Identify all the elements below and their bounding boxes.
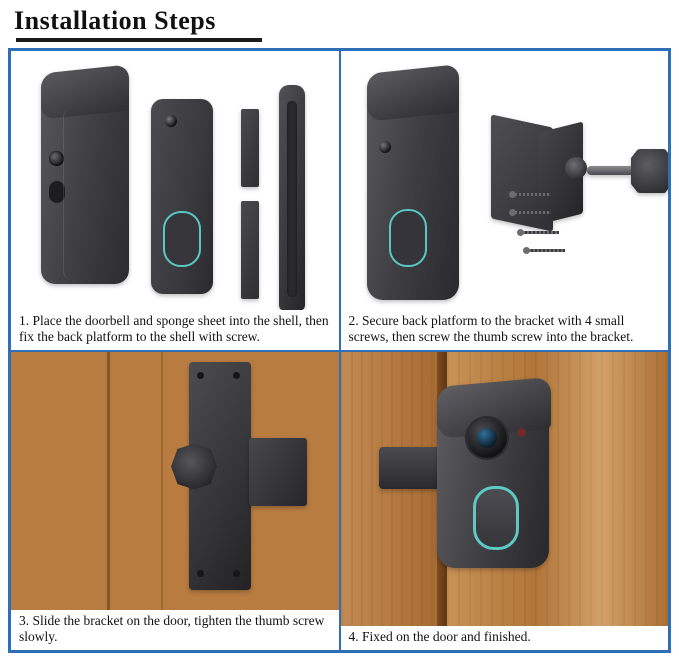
camera-lens-icon bbox=[165, 115, 177, 127]
doorbell-button[interactable] bbox=[473, 486, 519, 550]
bracket-screw-hole bbox=[197, 372, 204, 379]
door-edge-seam bbox=[107, 352, 110, 611]
step-3-illustration bbox=[11, 352, 339, 611]
doorbell-body-part bbox=[151, 99, 213, 294]
camera-lens-icon bbox=[379, 141, 391, 153]
step-cell-3 bbox=[10, 351, 340, 652]
shell-inner-lip bbox=[63, 109, 124, 279]
bracket-screw-hole bbox=[197, 570, 204, 577]
small-screw-1 bbox=[509, 191, 553, 198]
step-1-caption: 1. Place the doorbell and sponge sheet into the shell, then fix the back platform to the shell with screw. bbox=[19, 312, 329, 344]
back-platform-groove bbox=[287, 101, 297, 297]
doorbell-assembly bbox=[367, 69, 463, 299]
thumb-screw-knob bbox=[171, 444, 217, 490]
title-underline bbox=[16, 38, 262, 42]
sponge-sheet-upper bbox=[241, 109, 259, 187]
screw-shaft bbox=[515, 193, 551, 196]
led-ring-button bbox=[163, 211, 201, 267]
page-title: Installation Steps bbox=[14, 6, 216, 35]
step-2-caption: 2. Secure back platform to the bracket with 4 small screws, then screw the thumb screw into the bracket. bbox=[348, 312, 634, 344]
step-cell-1 bbox=[10, 50, 340, 351]
thumb-screw-part bbox=[587, 147, 669, 195]
doorbell-body bbox=[367, 95, 459, 300]
sponge-sheet-lower bbox=[241, 201, 259, 299]
step-cell-4 bbox=[340, 351, 670, 652]
bracket-screw-hole bbox=[233, 570, 240, 577]
doorbell-hood bbox=[367, 64, 459, 122]
page-header bbox=[0, 0, 679, 42]
shell-part bbox=[41, 69, 133, 284]
doorbell-installed bbox=[437, 382, 555, 568]
step-4-caption: 4. Fixed on the door and finished. bbox=[348, 629, 531, 644]
screw-shaft bbox=[523, 231, 559, 234]
screw-shaft bbox=[529, 249, 565, 252]
small-screw-2 bbox=[509, 209, 553, 216]
steps-grid bbox=[8, 48, 671, 653]
back-platform-part bbox=[279, 85, 305, 310]
small-screw-4 bbox=[523, 247, 567, 254]
screw-shaft bbox=[515, 211, 551, 214]
door-panel-left bbox=[341, 352, 437, 627]
camera-lens-icon bbox=[49, 151, 64, 166]
step-4-illustration bbox=[341, 352, 669, 627]
step-1-illustration bbox=[11, 51, 339, 310]
step-3-caption: 3. Slide the bracket on the door, tighten the thumb screw slowly. bbox=[19, 613, 325, 644]
ir-sensor-icon bbox=[517, 428, 526, 437]
step-2-illustration bbox=[341, 51, 669, 310]
camera-lens-icon bbox=[477, 428, 497, 448]
led-ring-button bbox=[389, 209, 427, 267]
bracket-side-tab bbox=[249, 438, 307, 506]
thumb-screw-rod bbox=[587, 166, 637, 175]
bracket-screw-hole bbox=[233, 372, 240, 379]
door-plank-seam bbox=[161, 352, 163, 611]
step-cell-2 bbox=[340, 50, 670, 351]
thumb-screw-knob bbox=[631, 149, 669, 193]
bracket-thumb-screw-hub bbox=[565, 157, 587, 179]
small-screw-3 bbox=[517, 229, 561, 236]
